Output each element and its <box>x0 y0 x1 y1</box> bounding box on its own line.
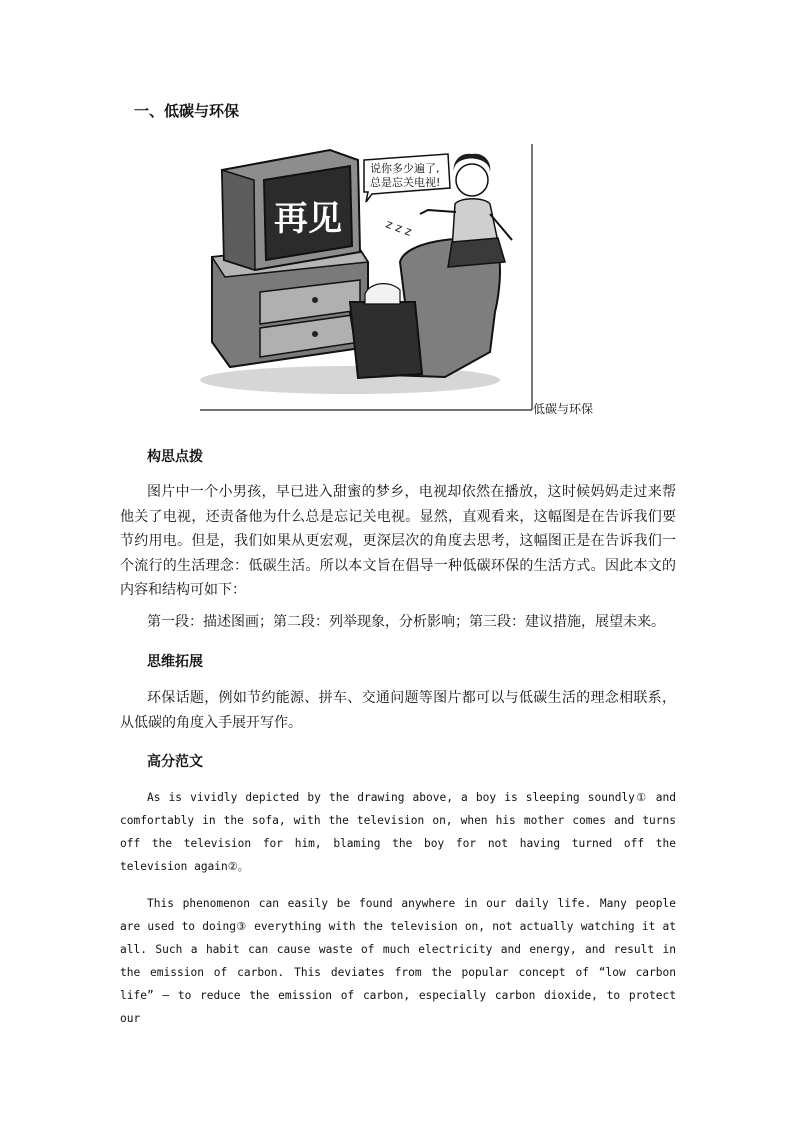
speech-bubble-line-1: 说你多少遍了, <box>370 162 440 175</box>
heading-conception: 构思点拨 <box>147 449 203 465</box>
figure-caption: 低碳与环保 <box>533 402 594 416</box>
tv-screen-text: 再见 <box>274 199 342 239</box>
speech-bubble-line-2: 总是忘关电视! <box>370 176 441 189</box>
speech-bubble <box>364 154 450 202</box>
snore-text: z z z <box>383 216 414 239</box>
heading-expansion: 思维拓展 <box>147 654 203 670</box>
paragraph-expansion: 环保话题，例如节约能源、拼车、交通问题等图片都可以与低碳生活的理念相联系，从低碳的角度入手展开写作。 <box>120 690 676 731</box>
section-heading: 一、低碳与环保 <box>134 102 240 120</box>
television-icon <box>222 150 360 270</box>
paragraph-model-essay-1: As is vividly depicted by the drawing above, a boy is sleeping soundly① and comfortably in the sofa, with the television on, when his mother comes and turns off the television for him, blaming the boy for not having turned off the television again②。 <box>120 791 676 873</box>
heading-model-essay: 高分范文 <box>147 754 203 770</box>
paragraph-model-essay-2: This phenomenon can easily be found anywhere in our daily life. Many people are used to doing③ everything with the television on, not actually watching it at all. Such a habit can cause waste of much electricity and energy, and result in the emission of carbon. This deviates from the popular concept of “low carbon life” — to reduce the emission of carbon, especially carbon dioxide, to protect our <box>120 897 676 1025</box>
paragraph-conception-2: 第一段：描述图画；第二段：列举现象，分析影响；第三段：建议措施，展望未来。 <box>147 614 665 630</box>
cartoon-figure <box>200 142 536 412</box>
paragraph-conception-1: 图片中一个小男孩，早已进入甜蜜的梦乡，电视却依然在播放，这时候妈妈走过来帮他关了电视，还责备他为什么总是忘记关电视。显然，直观看来，这幅图是在告诉我们要节约用电。但是，我们如果从更宏观，更深层次的角度去思考，这幅图正是在告诉我们一个流行的生活理念：低碳生活。所以本文旨在倡导一种低碳环保的生活方式。因此本文的内容和结构可如下： <box>120 484 676 598</box>
